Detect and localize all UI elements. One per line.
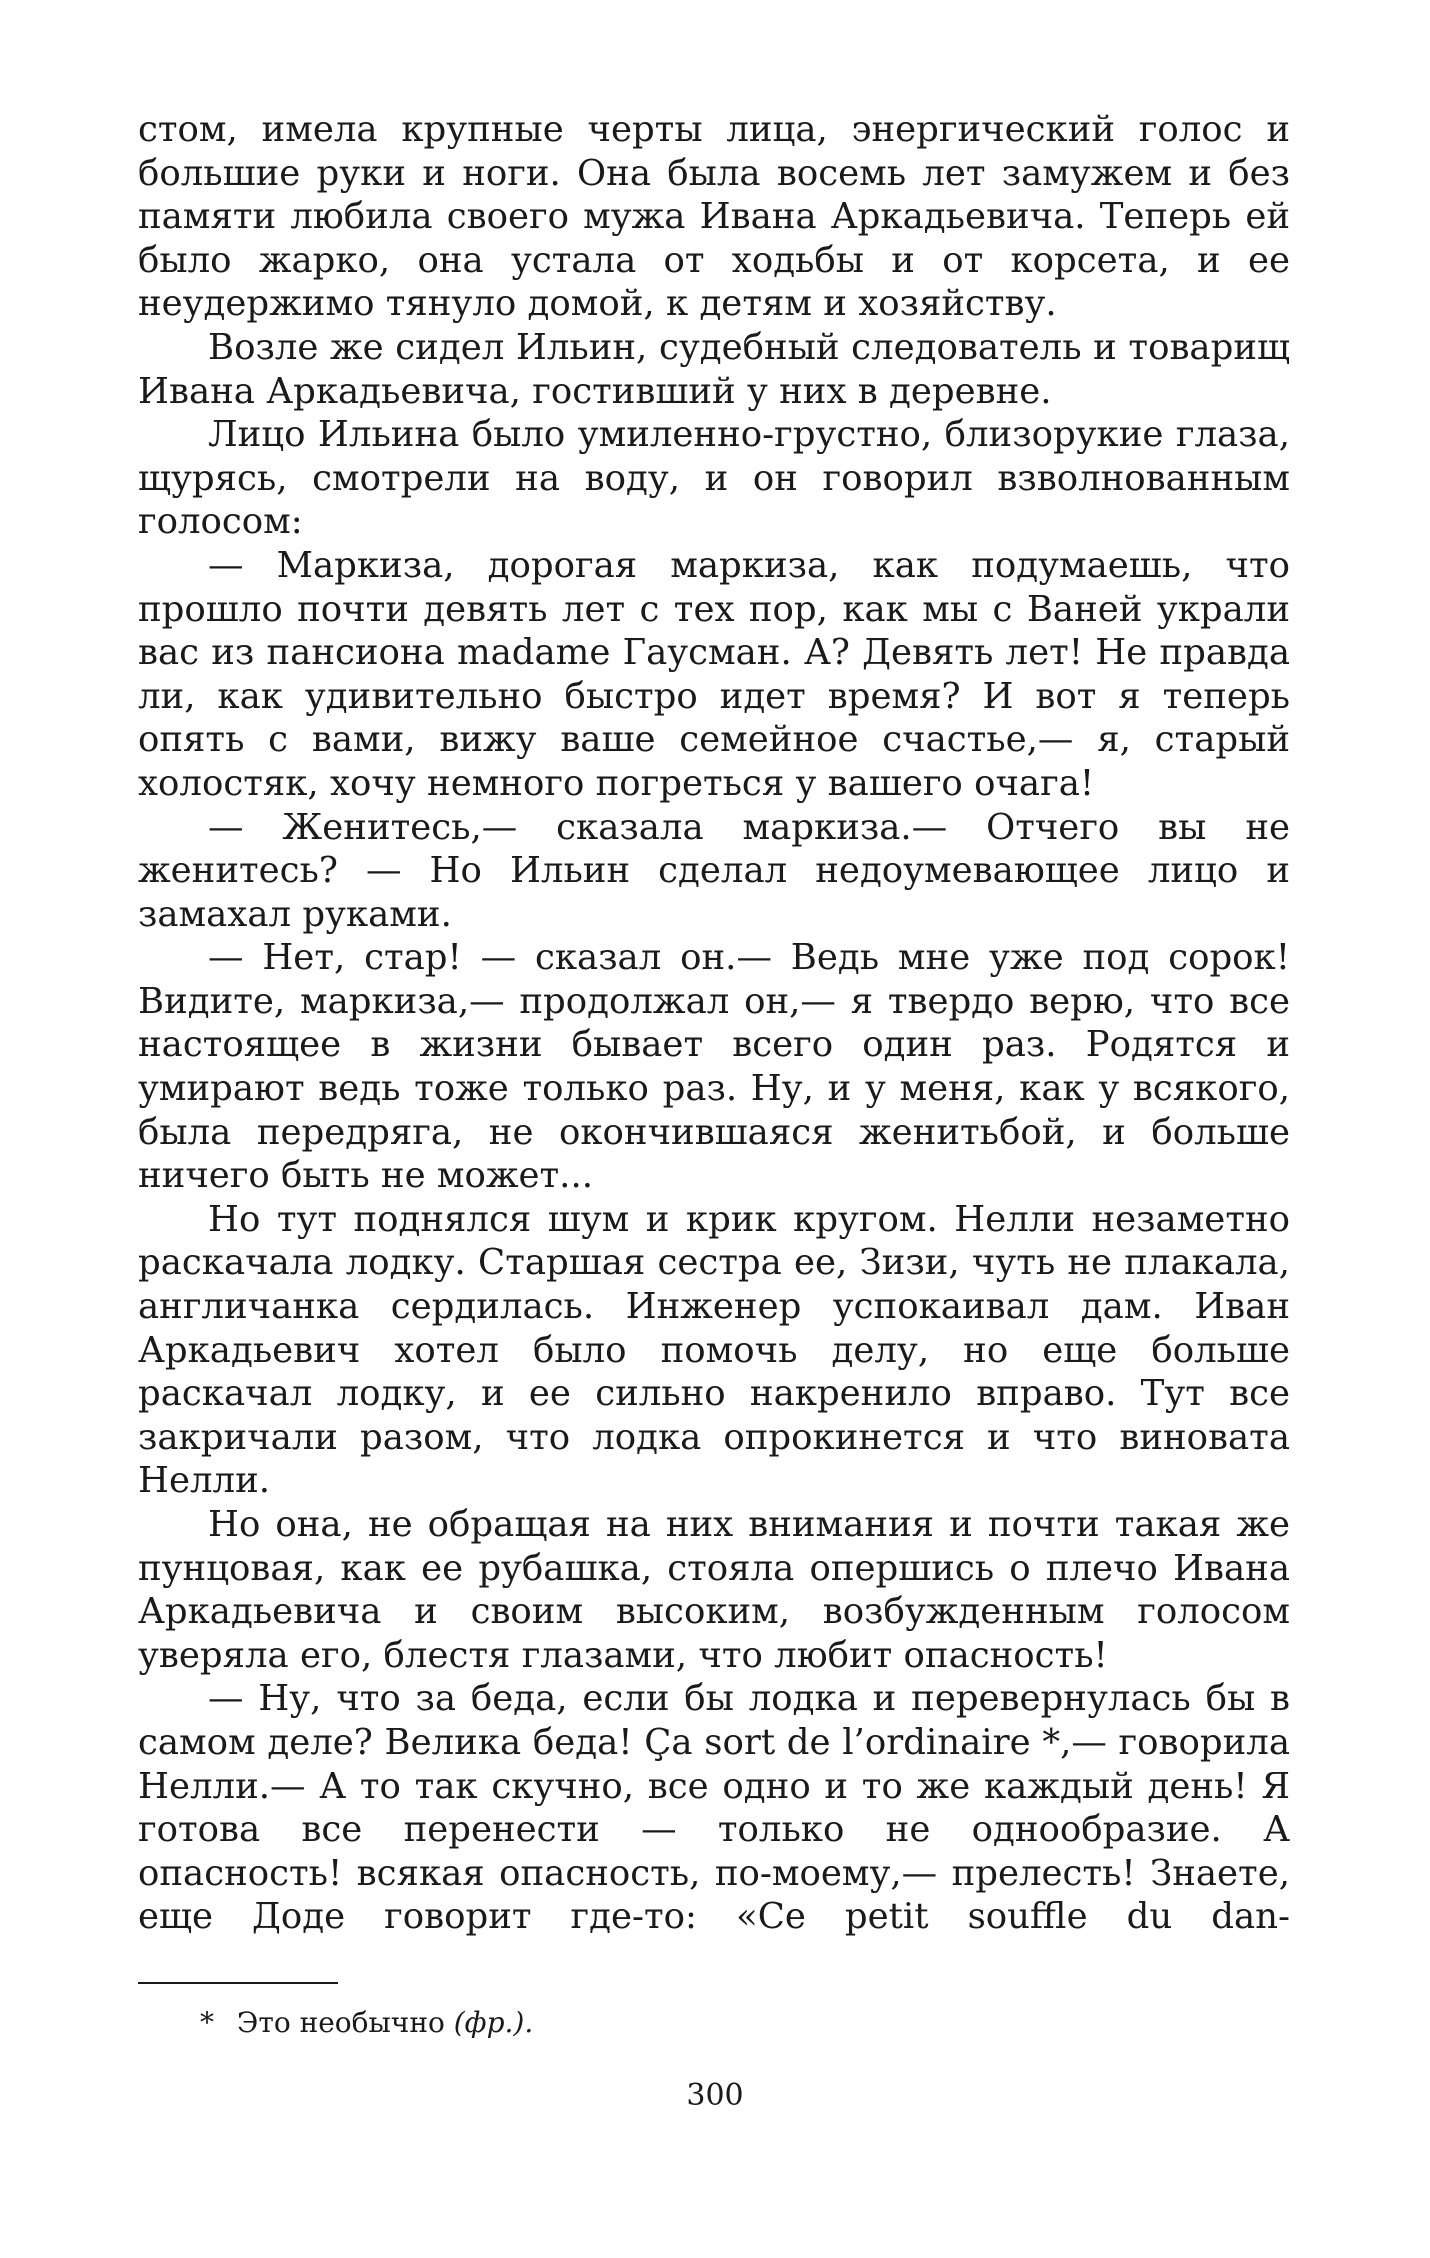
footnote-text: Это необычно	[236, 2006, 445, 2039]
paragraph: Но она, не обращая на них внимания и почти такая же пунцовая, как ее рубашка, стояла опершись о плечо Ивана Аркадьевича и своим высоким, возбужденным голосом уверяла его, блестя глазами, что любит опасность!	[138, 1504, 1290, 1676]
book-page-body	[138, 108, 1290, 1939]
footnote-language: (фр.).	[453, 2006, 534, 2039]
page-number: 300	[686, 2078, 744, 2113]
paragraph: Возле же сидел Ильин, судебный следователь и товарищ Ивана Аркадьевича, гостивший у них в деревне.	[138, 326, 1290, 412]
paragraph: — Нет, стар! — сказал он.— Ведь мне уже под сорок! Видите, маркиза,— продолжал он,— я твердо верю, что все настоящее в жизни бывает всего один раз. Родятся и умирают ведь тоже только раз. Ну, и у меня, как у всякого, была передряга, не окончившаяся женитьбой, и больше ничего быть не может...	[138, 937, 1290, 1197]
footnote-divider	[138, 1982, 338, 1984]
footnote-marker: *	[200, 2006, 214, 2039]
paragraph: Но тут поднялся шум и крик кругом. Нелли незаметно раскачала лодку. Старшая сестра ее, Зизи, чуть не плакала, англичанка сердилась. Инженер успокаивал дам. Иван Аркадьевич хотел было помочь делу, но еще больше раскачал лодку, и ее сильно накренило вправо. Тут все закричали разом, что лодка опрокинется и что виновата Нелли.	[138, 1198, 1290, 1502]
paragraph: стом, имела крупные черты лица, энергический голос и большие руки и ноги. Она была восемь лет замужем и без памяти любила своего мужа Ивана Аркадьевича. Теперь ей было жарко, она устала от ходьбы и от корсета, и ее неудержимо тянуло домой, к детям и хозяйству.	[138, 109, 1290, 325]
paragraph: — Женитесь,— сказала маркиза.— Отчего вы не женитесь? — Но Ильин сделал недоумевающее лицо и замахал руками.	[138, 806, 1290, 935]
footnote	[200, 2005, 533, 2041]
paragraph: — Маркиза, дорогая маркиза, как подумаешь, что прошло почти девять лет с тех пор, как мы с Ваней украли вас из пансиона madame Гаусман. А? Девять лет! Не правда ли, как удивительно быстро идет время? И вот я теперь опять с вами, вижу ваше семейное счастье,— я, старый холостяк, хочу немного погреться у вашего очага!	[138, 544, 1290, 804]
paragraph: Лицо Ильина было умиленно-грустно, близорукие глаза, щурясь, смотрели на воду, и он говорил взволнованным голосом:	[138, 414, 1290, 543]
paragraph: — Ну, что за беда, если бы лодка и перевернулась бы в самом деле? Велика беда! Ça sort de l’ordinaire *,— говорила Нелли.— А то так скучно, все одно и то же каждый день! Я готова все перенести — только не однообразие. А опасность! всякая опасность, по-моему,— прелесть! Знаете, еще Доде говорит где-то: «Ce petit souffle du dan-	[138, 1678, 1290, 1938]
